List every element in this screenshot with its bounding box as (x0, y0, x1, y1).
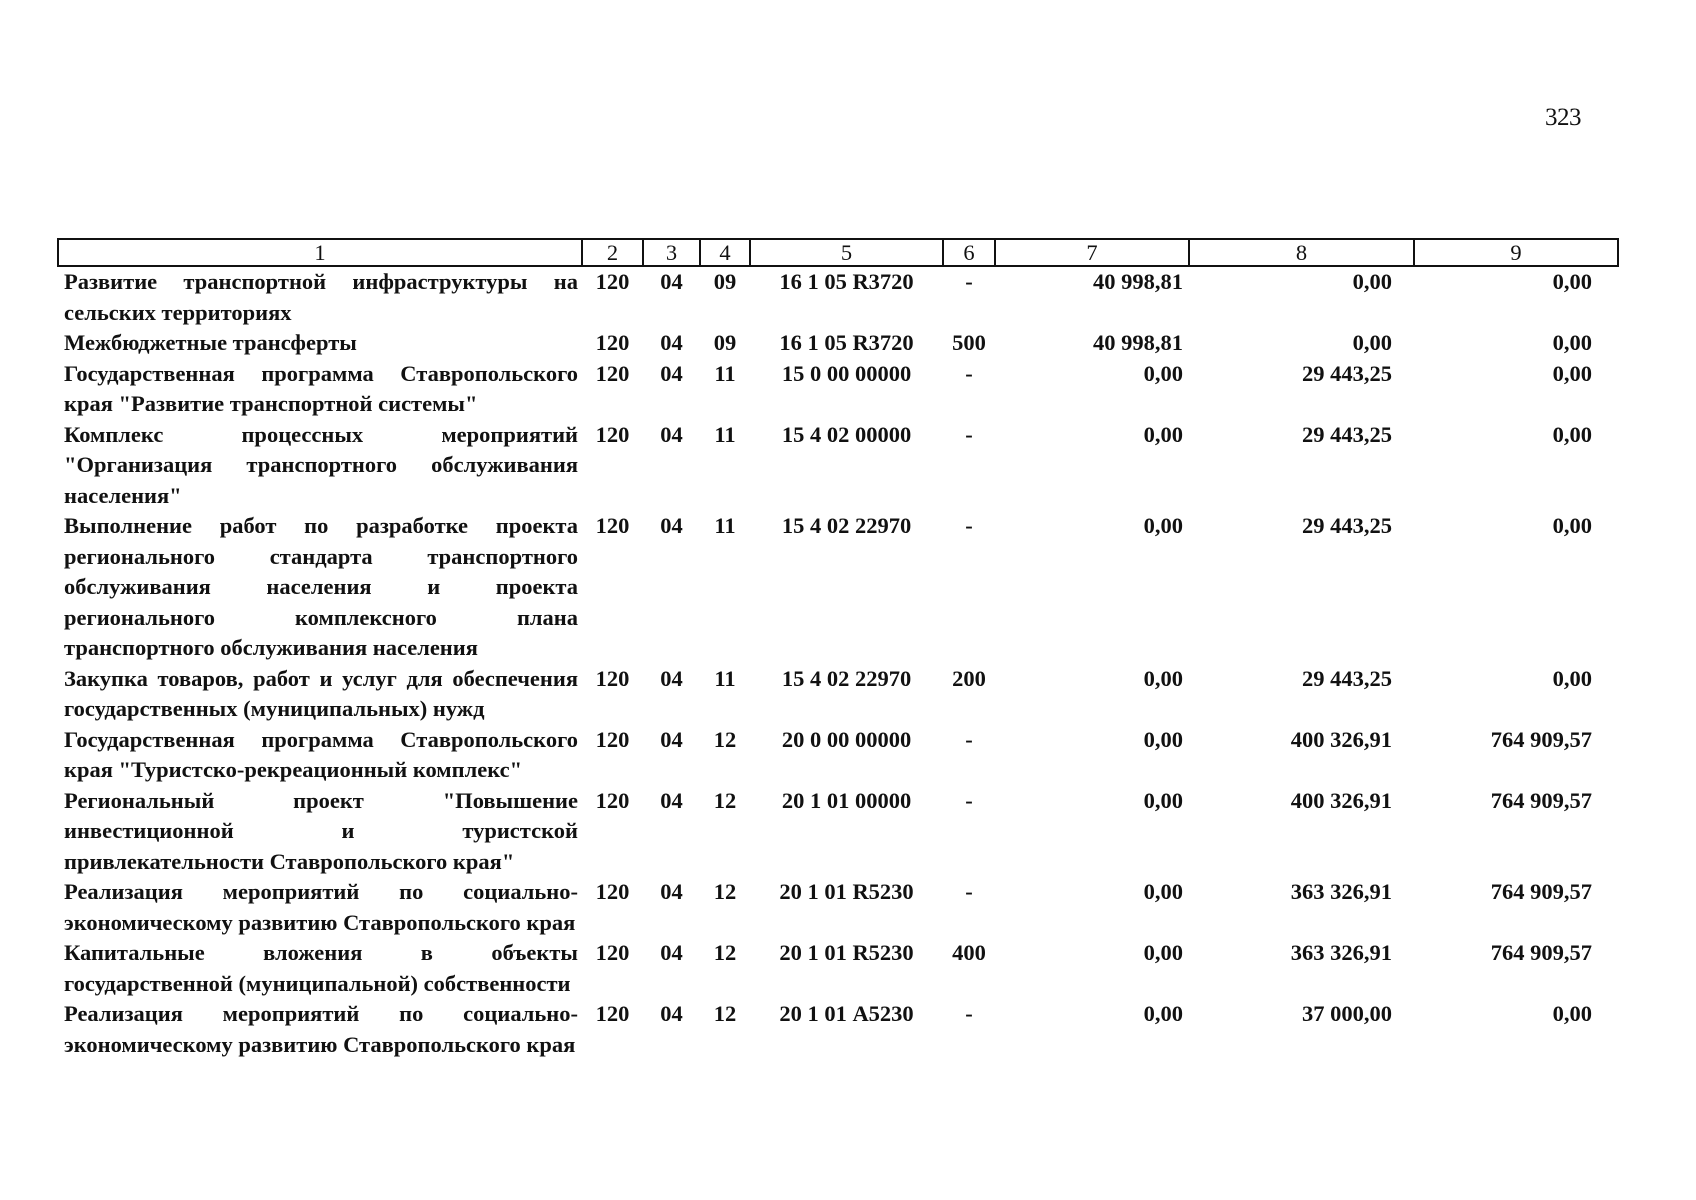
header-cell-3: 3 (643, 239, 700, 266)
row-target-code: 16 1 05 R3720 (779, 330, 914, 355)
row-amount-col9: 0,00 (1552, 421, 1592, 447)
header-cell-9: 9 (1414, 239, 1618, 266)
header-cell-5: 5 (750, 239, 943, 266)
row-amount-col7: 0,00 (1143, 879, 1183, 904)
row-amount-col7: 0,00 (1143, 726, 1183, 752)
row-ministry-code: 120 (595, 726, 630, 752)
row-name: Комплекс процессных мероприятий "Организация транспортного обслуживания населения" (64, 421, 578, 508)
row-subsection-code: 11 (714, 665, 736, 691)
row-amount-col8: 29 443,25 (1302, 665, 1392, 691)
budget-table (57, 238, 1619, 1060)
row-name: Закупка товаров, работ и услуг для обеспечения государственных (муниципальных) нужд (64, 665, 578, 721)
row-section-code: 04 (660, 940, 683, 965)
row-amount-col8: 0,00 (1352, 269, 1392, 294)
row-ministry-code: 120 (595, 513, 630, 538)
row-target-code: 15 4 02 22970 (781, 513, 912, 538)
table-row (58, 786, 1618, 878)
row-ministry-code: 120 (595, 1001, 630, 1026)
row-ministry-code: 120 (595, 940, 630, 965)
row-subsection-code: 11 (714, 360, 736, 386)
row-name: Развитие транспортной инфраструктуры на сельских территориях (64, 269, 578, 325)
row-name: Государственная программа Ставропольского края "Туристско-рекреационный комплекс" (64, 726, 578, 782)
header-cell-2: 2 (582, 239, 643, 266)
row-amount-col7: 0,00 (1143, 513, 1183, 538)
table-row (58, 266, 1618, 328)
table-row (58, 328, 1618, 359)
row-amount-col7: 0,00 (1143, 940, 1183, 965)
row-amount-col9: 0,00 (1552, 330, 1592, 355)
row-amount-col7: 0,00 (1143, 360, 1183, 386)
row-subsection-code: 12 (713, 940, 737, 965)
row-ministry-code: 120 (595, 269, 630, 294)
row-amount-col9: 0,00 (1552, 269, 1592, 294)
page-number: 323 (1545, 104, 1581, 131)
row-amount-col7: 0,00 (1143, 665, 1183, 691)
row-amount-col8: 29 443,25 (1302, 360, 1392, 386)
row-ministry-code: 120 (595, 787, 630, 813)
row-expense-type: 400 (952, 940, 986, 965)
table-row (58, 359, 1618, 420)
table-row (58, 511, 1618, 664)
table-body (58, 266, 1618, 1060)
row-expense-type: - (965, 269, 973, 294)
header-row (58, 239, 1618, 266)
row-ministry-code: 120 (595, 421, 630, 447)
row-section-code: 04 (660, 269, 683, 294)
row-target-code: 20 1 01 А5230 (779, 1001, 914, 1026)
table-row (58, 664, 1618, 725)
table-row (58, 938, 1618, 999)
row-subsection-code: 12 (713, 787, 737, 813)
row-section-code: 04 (660, 879, 683, 904)
row-amount-col9: 0,00 (1552, 360, 1592, 386)
row-target-code: 20 1 01 R5230 (779, 879, 914, 904)
row-amount-col9: 764 909,57 (1490, 726, 1592, 752)
row-target-code: 20 1 01 00000 (781, 787, 912, 813)
row-name: Государственная программа Ставропольского края "Развитие транспортной системы" (64, 360, 578, 416)
row-name: Реализация мероприятий по социально-экономическому развитию Ставропольского края (64, 1001, 578, 1057)
table-row (58, 725, 1618, 786)
row-ministry-code: 120 (595, 665, 630, 691)
row-target-code: 15 4 02 22970 (781, 665, 912, 691)
row-name: Реализация мероприятий по социально-экономическому развитию Ставропольского края (64, 879, 578, 935)
row-subsection-code: 12 (713, 879, 737, 904)
row-section-code: 04 (660, 1001, 683, 1026)
header-cell-8: 8 (1189, 239, 1414, 266)
row-subsection-code: 12 (713, 726, 737, 752)
header-cell-6: 6 (943, 239, 995, 266)
budget-table-container (57, 238, 1617, 1060)
row-section-code: 04 (660, 726, 683, 752)
row-amount-col8: 29 443,25 (1302, 421, 1392, 447)
row-section-code: 04 (660, 360, 683, 386)
row-amount-col9: 764 909,57 (1490, 787, 1592, 813)
row-amount-col8: 29 443,25 (1302, 513, 1392, 538)
row-target-code: 15 0 00 00000 (781, 360, 912, 386)
row-expense-type: 500 (952, 330, 986, 355)
table-header (58, 239, 1618, 266)
row-section-code: 04 (660, 665, 683, 691)
row-subsection-code: 11 (714, 421, 736, 447)
row-section-code: 04 (660, 421, 683, 447)
row-amount-col9: 0,00 (1552, 665, 1592, 691)
row-expense-type: - (965, 360, 973, 386)
row-expense-type: - (965, 513, 973, 538)
row-amount-col8: 363 326,91 (1290, 940, 1392, 965)
row-name: Капитальные вложения в объекты государственной (муниципальной) собственности (64, 940, 578, 996)
row-subsection-code: 09 (713, 330, 737, 355)
row-expense-type: 200 (952, 665, 986, 691)
row-expense-type: - (965, 726, 973, 752)
row-subsection-code: 09 (713, 269, 737, 294)
row-subsection-code: 11 (714, 513, 736, 538)
row-amount-col8: 400 326,91 (1290, 726, 1392, 752)
row-name: Межбюджетные трансферты (64, 330, 357, 355)
row-section-code: 04 (660, 330, 683, 355)
row-target-code: 20 1 01 R5230 (779, 940, 914, 965)
row-expense-type: - (965, 879, 973, 904)
row-expense-type: - (965, 421, 973, 447)
row-section-code: 04 (660, 787, 683, 813)
row-amount-col8: 400 326,91 (1290, 787, 1392, 813)
table-row (58, 877, 1618, 938)
row-expense-type: - (965, 787, 973, 813)
row-expense-type: - (965, 1001, 973, 1026)
row-name: Региональный проект "Повышение инвестиционной и туристской привлекательности Ставропольского края" (64, 787, 578, 874)
row-amount-col9: 764 909,57 (1490, 940, 1592, 965)
row-amount-col7: 0,00 (1143, 421, 1183, 447)
row-amount-col8: 0,00 (1352, 330, 1392, 355)
row-amount-col9: 764 909,57 (1490, 879, 1592, 904)
row-amount-col8: 37 000,00 (1302, 1001, 1392, 1026)
table-row (58, 420, 1618, 512)
row-amount-col7: 40 998,81 (1093, 330, 1183, 355)
row-amount-col7: 40 998,81 (1093, 269, 1183, 294)
row-ministry-code: 120 (595, 360, 630, 386)
row-amount-col8: 363 326,91 (1290, 879, 1392, 904)
row-amount-col9: 0,00 (1552, 1001, 1592, 1026)
row-section-code: 04 (660, 513, 683, 538)
row-ministry-code: 120 (595, 330, 630, 355)
row-target-code: 16 1 05 R3720 (779, 269, 914, 294)
table-row (58, 999, 1618, 1060)
row-amount-col7: 0,00 (1143, 787, 1183, 813)
header-cell-7: 7 (995, 239, 1189, 266)
row-subsection-code: 12 (713, 1001, 737, 1026)
row-name: Выполнение работ по разработке проекта регионального стандарта транспортного обслуживания населения и проекта регионального комплексного плана транспортного обслуживания населения (64, 513, 578, 660)
row-amount-col7: 0,00 (1143, 1001, 1183, 1026)
header-cell-4: 4 (700, 239, 750, 266)
row-ministry-code: 120 (595, 879, 630, 904)
row-amount-col9: 0,00 (1552, 513, 1592, 538)
row-target-code: 20 0 00 00000 (781, 726, 912, 752)
row-target-code: 15 4 02 00000 (781, 421, 912, 447)
header-cell-1: 1 (58, 239, 582, 266)
